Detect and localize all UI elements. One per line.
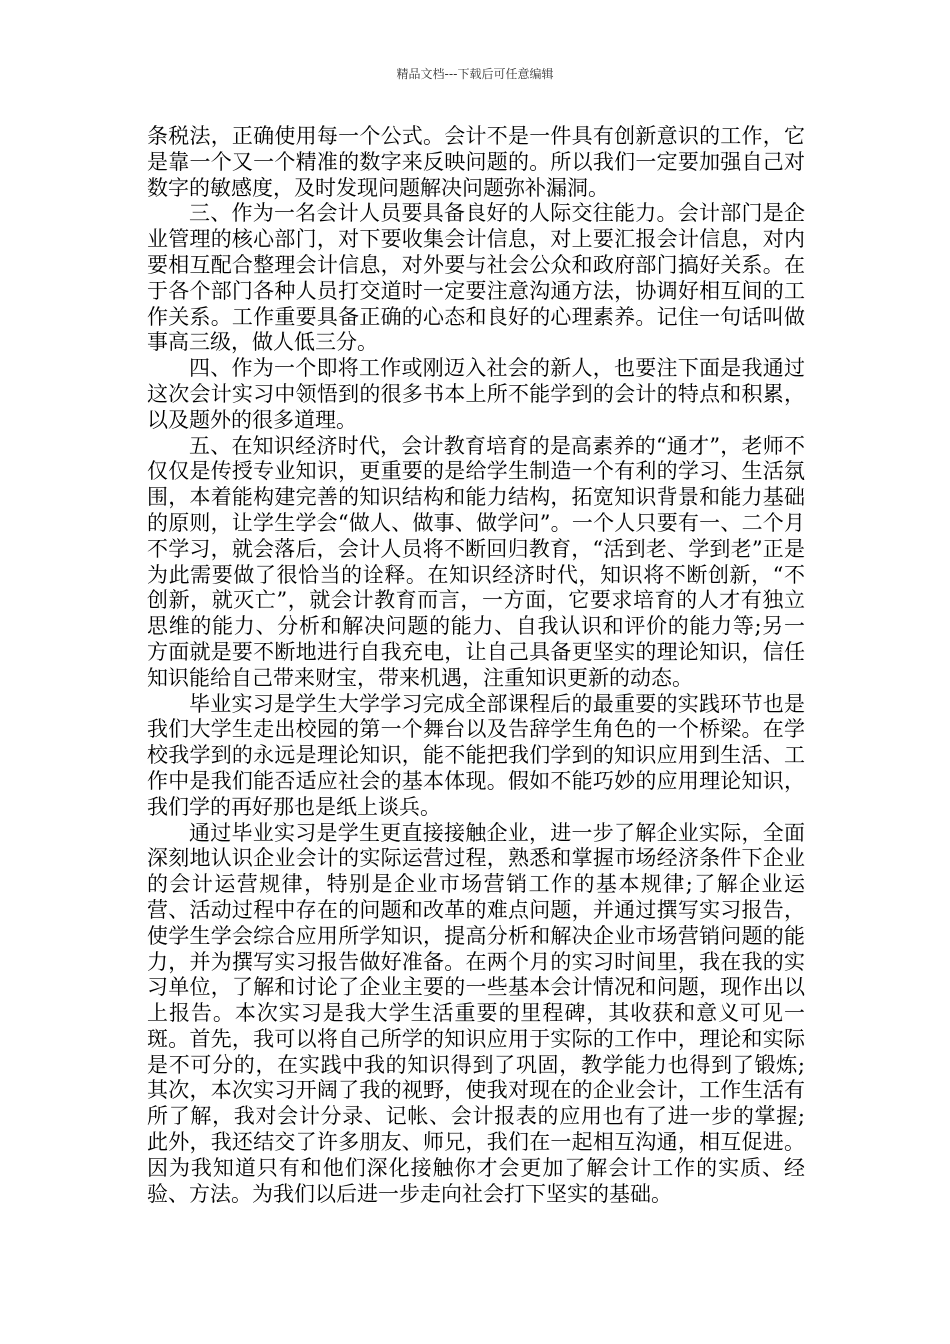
paragraph-knowledge-economy: 五、在知识经济时代，会计教育培育的是高素养的“通才”，老师不仅仅是传授专业知识，更重要的是给学生制造一个有利的学习、生活氛围，本着能构建完善的知识结构和能力结构，拓宽知识背景和能力基础的原则，让学生学会“做人、做事、做学问”。一个人只要有一、二个月不学习，就会落后，会计人员将不断回归教育，“活到老、学到老”正是为此需要做了很恰当的诠释。在知识经济时代，知识将不断创新，“不创新，就灭亡”，就会计教育而言，一方面，它要求培育的人才有独立思维的能力、分析和解决问题的能力、自我认识和评价的能力等;另一方面就是要不断地进行自我充电，让自己具备更坚实的理论知识，信任知识能给自己带来财宝，带来机遇，注重知识更新的动态。 [147,433,805,690]
page-header: 精品文档---下载后可任意编辑 [396,67,554,81]
document-body [147,124,805,1207]
paragraph-newcomer: 四、作为一个即将工作或刚迈入社会的新人，也要注下面是我通过这次会计实习中领悟到的很多书本上所不能学到的会计的特点和积累，以及题外的很多道理。 [147,356,805,432]
paragraph-graduation-internship: 毕业实习是学生大学学习完成全部课程后的最重要的实践环节也是我们大学生走出校园的第一个舞台以及告辞学生角色的一个桥梁。在学校我学到的永远是理论知识，能不能把我们学到的知识应用到生活、工作中是我们能否适应社会的基本体现。假如不能巧妙的应用理论知识，我们学的再好那也是纸上谈兵。 [147,691,805,819]
paragraph-continued: 条税法，正确使用每一个公式。会计不是一件具有创新意识的工作，它是靠一个又一个精准的数字来反映问题的。所以我们一定要加强自己对数字的敏感度，及时发现问题解决问题弥补漏洞。 [147,124,805,200]
paragraph-internship-summary: 通过毕业实习是学生更直接接触企业，进一步了解企业实际，全面深刻地认识企业会计的实际运营过程，熟悉和掌握市场经济条件下企业的会计运营规律，特别是企业市场营销工作的基本规律;了解企业运营、活动过程中存在的问题和改革的难点问题，并通过撰写实习报告，使学生学会综合应用所学知识，提高分析和解决企业市场营销问题的能力，并为撰写实习报告做好准备。在两个月的实习时间里，我在我的实习单位，了解和讨论了企业主要的一些基本会计情况和问题，现作出以上报告。本次实习是我大学生活重要的里程碑，其收获和意义可见一斑。首先，我可以将自己所学的知识应用于实际的工作中，理论和实际是不可分的，在实践中我的知识得到了巩固，教学能力也得到了锻炼;其次，本次实习开阔了我的视野，使我对现在的企业会计，工作生活有所了解，我对会计分录、记帐、会计报表的应用也有了进一步的掌握;此外，我还结交了许多朋友、师兄，我们在一起相互沟通，相互促进。因为我知道只有和他们深化接触你才会更加了解会计工作的实质、经验、方法。为我们以后进一步走向社会打下坚实的基础。 [147,820,805,1206]
paragraph-interpersonal-skills: 三、作为一名会计人员要具备良好的人际交往能力。会计部门是企业管理的核心部门，对下要收集会计信息，对上要汇报会计信息，对内要相互配合整理会计信息，对外要与社会公众和政府部门搞好关系。在于各个部门各种人员打交道时一定要注意沟通方法，协调好相互间的工作关系。工作重要具备正确的心态和良好的心理素养。记住一句话叫做事高三级，做人低三分。 [147,201,805,355]
